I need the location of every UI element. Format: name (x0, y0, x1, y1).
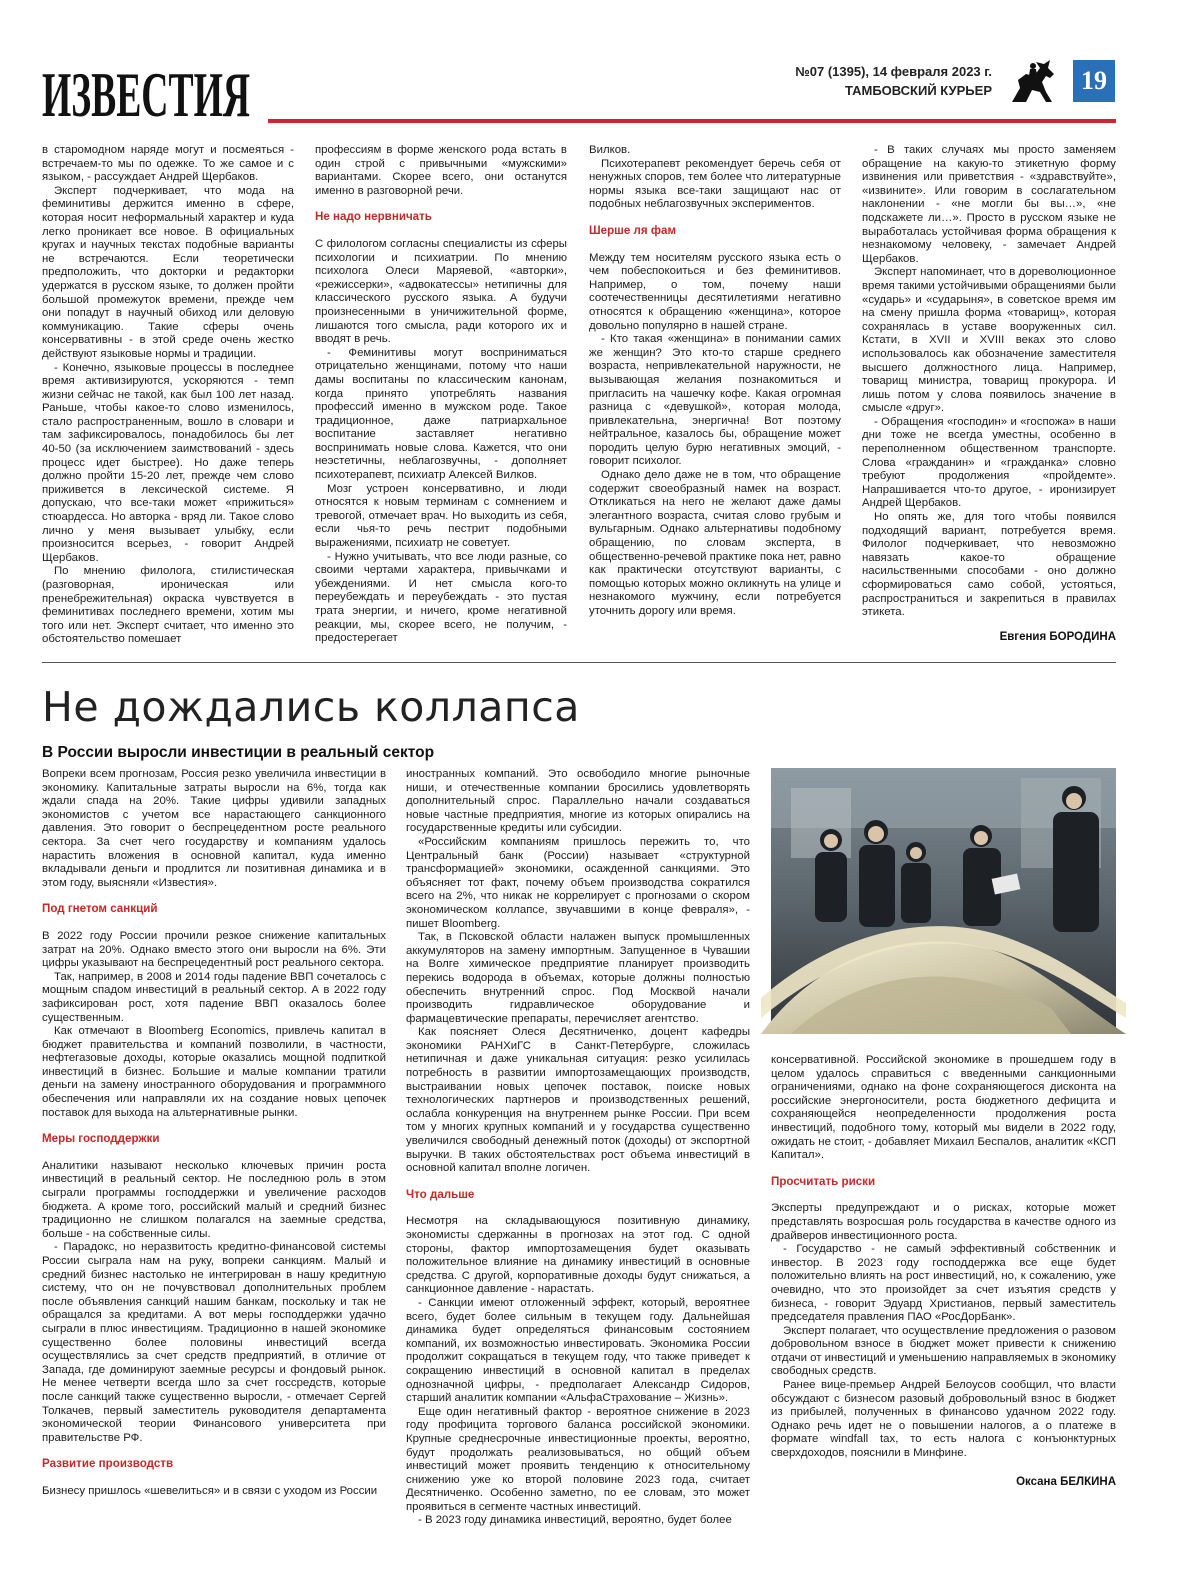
section-subheading: Развитие производств (42, 1457, 174, 1471)
section-subheading: Меры господдержки (42, 1132, 160, 1146)
paragraph: Эксперты предупреждают и о рисках, которые может представлять возросшая роль государства в качестве одного из драйверов инвестиционного роста. (771, 1202, 1116, 1242)
paragraph: - Феминитивы могут восприниматься отрицательно женщинами, потому что наши дамы воспитаны по классическим канонам, когда принято употреблять названия профессий именно в мужском роде. Такое традиционное, даже патриархальное воспитание заставляет негативно воспринимать новые слова. Кажется, что они неэстетичны, неблагозвучны, - дополняет психотерапевт, психиатр Алексей Вилков. (315, 346, 567, 482)
article1-column-2 (315, 144, 567, 650)
paragraph: - Обращения «господин» и «госпожа» в наши дни тоже не всегда уместны, особенно в переполненном общественном транспорте. Слова «гражданин» и «гражданка» словно требуют продолжения «пройдемте». Напрашивается что-то другое, - иронизирует Андрей Щербаков. (862, 415, 1116, 510)
paragraph: Так, например, в 2008 и 2014 годы падение ВВП сочеталось с мощным спадом инвестиций в реальный сектор. А в 2022 году зафиксирован рост, хотя падение ВВП оказалось более существенным. (42, 970, 386, 1024)
paragraph: В 2022 году России прочили резкое снижение капитальных затрат на 20%. Однако вместо этого они выросли на 6%. Эти цифры указывают на беспрецедентный рост реального сектора. (42, 929, 386, 970)
paragraph: Эксперт полагает, что осуществление предложения о разовом добровольном взносе в бюджет может привести к снижению отдачи от инвестиций и уменьшению направляемых в экономику свободных средств. (771, 1324, 1116, 1378)
paper-name: ТАМБОВСКИЙ КУРЬЕР (844, 83, 992, 98)
issue-info (780, 62, 992, 100)
paragraph: Между тем носителям русского языка есть о чем побеспокоиться и без феминитивов. Например, о том, почему наши соотечественницы десятилетиями негативно относятся к обращению «женщина», которое довольно популярно в нашей стране. (589, 251, 841, 332)
paragraph: Аналитики называют несколько ключевых причин роста инвестиций в реальный сектор. Не последнюю роль в этом сыграли программы господдержки и увеличение расходов бюджета. А кроме того, российский малый и средний бизнес традиционно не слишком полагался на заемные средства, больше - на собственные силы. (42, 1159, 386, 1240)
header-divider (268, 119, 1116, 123)
paragraph: - В 2023 году динамика инвестиций, вероятно, будет более (418, 1514, 732, 1527)
article2-column-2 (406, 768, 750, 1527)
paragraph: С филологом согласны специалисты из сферы психологии и психиатрии. По мнению психолога Олеси Маряевой, «авторки», «режиссерки», «адвокатессы» нетипичны для классического русского языка. А будучи произнесенными в уничижительной форме, лишаются того смысла, ради которого их и вводят в речь. (315, 237, 567, 346)
article2-author: Оксана БЕЛКИНА (1016, 1476, 1116, 1488)
paragraph: «Российским компаниям пришлось пережить то, что Центральный банк (России) называет «структурной трансформацией» экономики, осажденной санкциями. Это объясняет тот факт, почему объем производства сократился всего на 2%, что никак не коррелирует с прогнозами о скором экономическом коллапсе, звучавшими в конце февраля», - пишет Bloomberg. (406, 835, 750, 930)
article1-column-3 (589, 144, 841, 650)
paragraph: - В таких случаях мы просто заменяем обращение на какую-то этикетную форму извинения или приветствия - «здравствуйте», «извините». Или говорим в сослагательном наклонении - «не могли бы вы…», «не подскажете ли…». Просто в русском языке не выработалась устойчивая форма обращения к незнакомому человеку, - замечает Андрей Щербаков. (862, 144, 1116, 265)
article2-headline: Не дождались коллапса (42, 683, 580, 731)
paragraph: профессиям в форме женского рода встать в один строй с привычными «мужскими» вариантами. Скорее всего, они останутся именно в разговорной речи. (315, 144, 567, 197)
masthead-logo (42, 54, 252, 130)
paragraph: иностранных компаний. Это освободило многие рыночные ниши, и отечественные компании бросились удовлетворять дополнительный спрос. Параллельно начали создаваться новые частные предприятия, многие из которых опирались на государственные кредиты или субсидии. (406, 768, 750, 835)
paragraph: в старомодном наряде могут и посмеяться - встречаем-то мы по одежке. То же самое и с языком, - рассуждает Андрей Щербаков. (42, 144, 294, 184)
paragraph: Но опять же, для того чтобы появился подходящий вариант, потребуется время. Филолог подчеркивает, что невозможно навязать какое-то обращение насильственными способами - оно должно сформироваться само собой, устояться, распространиться и закрепиться в правилах этикета. (862, 511, 1116, 619)
paragraph: Психотерапевт рекомендует беречь себя от ненужных споров, тем более что литературные нормы языка все-таки защищают нас от подобных неблагозвучных экспериментов. (589, 157, 841, 211)
paragraph: По мнению филолога, стилистическая (разговорная, ироническая или пренебрежительная) окраска чувствуется в феминитивах последнего времени, хотим мы того или нет. Эксперт считает, что именно это обстоятельство помешает (42, 565, 294, 646)
paragraph: Так, в Псковской области налажен выпуск промышленных аккумуляторов на замену импортным. Запущенное в Чувашии на Волге химическое предприятие планирует производить перекись водорода в объемах, которые должны полностью обеспечить внутренний спрос. Под Москвой начали производить гидравлическое оборудование и фармацевтические препараты, перечисляет агентство. (406, 931, 750, 1025)
section-subheading: Что дальше (406, 1187, 475, 1201)
article2-column-1 (42, 768, 386, 1497)
paragraph: Несмотря на складывающуюся позитивную динамику, экономисты сдержанны в прогнозах на этот год. С одной стороны, фактор импортозамещения будет оказывать положительное влияние на динамику инвестиций в основные средства. С другой, корпоративные доходы будут снижаться, а санкционное давление - нарастать. (406, 1215, 750, 1296)
article1-author: Евгения БОРОДИНА (999, 631, 1116, 643)
section-subheading: Не надо нервничать (315, 210, 432, 224)
izvestia-logo-icon (42, 54, 252, 130)
paragraph: Еще один негативный фактор - вероятное снижение в 2023 году профицита торгового баланса российской экономики. Крупные среднесрочные инвестиционные проекты, вероятно, будут продолжать реализовываться, но общий объем инвестиций может проявить тенденцию к относительному снижению уже ко второй половине 2023 года, считает Десятниченко. Особенно заметно, по ее словам, это может проявиться в сегменте частных инвестиций. (406, 1405, 750, 1513)
paragraph: - Государство - не самый эффективный собственник и инвестор. В 2023 году господдержка все еще будет положительно влиять на рост инвестиций, но, к сожалению, уже очевидно, что это произойдет за счет изъятия средств у бизнеса, - говорит Эдуард Христианов, первый заместитель председателя правления ПАО «РосДорБанк». (771, 1243, 1116, 1324)
masthead-title: ИЗВЕСТИЯ (42, 59, 250, 130)
paragraph: Ранее вице-премьер Андрей Белоусов сообщил, что власти обсуждают с бизнесом разовый добровольный взнос в бюджет из прибылей, полученных в финансово удачном 2022 году. Однако речь идет не о повышении налогов, а о платеже в формате windfall tax, то есть налога с конъюнктурных сверхдоходов, пояснили в Минфине. (771, 1379, 1116, 1460)
paragraph: - Нужно учитывать, что все люди разные, со своими чертами характера, привычками и убеждениями. И нет смысла кого-то переубеждать и переубеждать - это пустая трата энергии, и ничего, кроме негативной реакции, мы, скорее всего, не получим, - предостерегает (315, 550, 567, 645)
paragraph: Мозг устроен консервативно, и люди относятся к новым терминам с сомнением и тревогой, отмечает врач. Но выходить из себя, если чья-то речь пестрит подобными выражениями, психиатр не советует. (315, 482, 567, 550)
paragraph: Вилков. (589, 144, 631, 156)
paragraph: - Санкции имеют отложенный эффект, который, вероятнее всего, будет более сильным в текущем году. Дальнейшая динамика будет определяться финансовым состоянием компаний, их возможностью инвестировать. Экономика России продолжит сокращаться в текущем году, что также приведет к сокращению инвестиций в основной капитал в пределах однозначной цифры, - предполагает Александр Сидоров, старший аналитик компании «АльфаСтрахование – Жизнь». (406, 1296, 750, 1405)
article1-column-4 (862, 144, 1116, 650)
paragraph: Как отмечают в Bloomberg Economics, привлечь капитал в бюджет правительства и компаний позволили, в частности, нефтегазовые доходы, которые оказались мощной подпиткой инвестиций в бизнес. Большие и малые компании тратили деньги на замену иностранного оборудования и программного обеспечения или направляли их на создание новых цепочек поставок для выхода на альтернативные рынки. (42, 1025, 386, 1119)
section-subheading: Просчитать риски (771, 1174, 876, 1188)
paragraph: Однако дело даже не в том, что обращение содержит своеобразный намек на возраст. Откликаться на него не желают даже дамы элегантного возраста, считая слово грубым и вульгарным. Однако альтернативы подобному обращению, по словам эксперта, в общественно-речевой практике пока нет, равно как практически отсутствуют варианты, с помощью которых можно окликнуть на улице и незнакомого мужчину, если потребуется уточнить дорогу или время. (589, 469, 841, 617)
factory-workers-photo (771, 768, 1116, 1034)
article-separator (42, 662, 1116, 663)
article2-subheadline: В России выросли инвестиции в реальный сектор (42, 744, 435, 761)
paragraph: Бизнесу пришлось «шевелиться» и в связи с уходом из России (42, 1484, 378, 1497)
section-subheading: Под гнетом санкций (42, 902, 158, 916)
paragraph: Эксперт подчеркивает, что мода на феминитивы держится именно в сфере, которая носит неформальный характер и куда легко проникает все новое. В официальных кругах и научных текстах подобные варианты не встречаются. Если теоретически предположить, что докторки и редакторки удержатся в русском языке, то должен пройти большой промежуток времени, прежде чем они попадут в научный обиход или деловую коммуникацию. Такие сферы очень консервативны - в этой среде очень жестко действуют языковые нормы и традиции. (42, 184, 294, 360)
paragraph: - Конечно, языковые процессы в последнее время активизируются, ускоряются - темп жизни сейчас не такой, как был 100 лет назад. Раньше, чтобы какое-то слово изменилось, стало распространенным, вошло в словари и там зафиксировалось, понадобилось бы лет 40-50 (за исключением заимствований - здесь процесс идет быстрее). Но даже теперь должно пройти 15-20 лет, прежде чем слово приживется в лексической системе. Я допускаю, что все-таки может «прижиться» стюардесса. Но авторка - вряд ли. Такое слово лично у меня вызывает улыбку, если произносится всерьез, - говорит Андрей Щербаков. (42, 361, 294, 564)
paragraph: Как поясняет Олеся Десятниченко, доцент кафедры экономики РАНХиГС в Санкт-Петербурге, сложилась нетипичная и даже уникальная ситуация: резко усилилась потребность в развитии импортозамещающих производств, выстраивании новых цепочек поставок, поиске новых технологических партнеров и производственных решений, ослабла конкуренция на внутреннем рынке России. При всем том у многих крупных компаний и у государства существенно увеличился свободный денежный поток (доходы) от экспортной выручки. В таких обстоятельствах рост объема инвестиций в основной капитал вполне логичен. (406, 1026, 750, 1175)
horse-rider-icon (1006, 58, 1060, 106)
paragraph: Вопреки всем прогнозам, Россия резко увеличила инвестиции в экономику. Капитальные затраты выросли на 6%, тогда как ждали спада на 20%. Такие цифры удивили западных экономистов с учетом все нарастающего санкционного давления. Это говорит о беспрецедентном росте реального сектора. За счет чего государству и компаниям удалось нарастить вложения в основной капитал, куда именно вкладывали деньги и продлится ли позитивная динамика и в этом году, выясняли «Известия». (42, 768, 386, 889)
page-number: 19 (1073, 60, 1115, 102)
article1-column-1 (42, 144, 294, 650)
paragraph: консервативной. Российской экономике в прошедшем году в целом удалось справиться с введенными санкционными ограничениями, однако на фоне сохраняющегося дисконта на российские энергоносители, роста бюджетного дефицита и сохраняющейся неопределенности продолжения роста инвестиций, подобного тому, который мы видели в 2022 году, ожидать не стоит, - добавляет Михаил Беспалов, аналитик «КСП Капитал». (771, 1054, 1116, 1162)
paragraph: Эксперт напоминает, что в дореволюционное время такими устойчивыми обращениями были «сударь» и «сударыня», в советское время им на смену пришла форма «товарищ», которая сохранялась в уставе вооруженных сил. Кстати, в XVII и XVIII веках это слово использовалось как обозначение заместителя высшего должностного лица. Например, товарищ министра, товарищ прокурора. И лишь потом у слова появилось значение в смысле «друг». (862, 266, 1116, 415)
section-subheading: Шерше ля фам (589, 223, 677, 237)
paragraph: - Кто такая «женщина» в понимании самих же женщин? Это кто-то старше среднего возраста, непривлекательной наружности, не вызывающая желания познакомиться и пригласить на чашечку кофе. Какая огромная разница с «девушкой», которая молода, привлекательна, энергична! Вот поэтому нейтральное, казалось бы, обращение может породить целую бурю негативных эмоций, - говорит психолог. (589, 333, 841, 468)
paragraph: - Парадокс, но неразвитость кредитно-финансовой системы России сыграла нам на руку, вопреки санкциям. Малый и средний бизнес настолько не интегрирован в нашу кредитную систему, что он не почувствовал дополнительных проблем после объявления санкций нашим банкам, поскольку и так не обращался за кредитами. А вот меры господдержки удачно сыграли в плюс инвестициям. Традиционно в нашей экономике существенно более половины инвестиций всегда осуществлялись за счет средств предприятий, в отличие от Запада, где доминируют заемные ресурсы и фондовый рынок. Не менее четверти всегда шло за счет госсредств, которые после санкций также существенно выросли, - отмечает Сергей Толкачев, первый заместитель руководителя департамента экономической теории Финансового университета при правительстве РФ. (42, 1241, 386, 1444)
article2-column-3 (771, 1054, 1116, 1470)
issue-line: №07 (1395), 14 февраля 2023 г. (795, 64, 992, 79)
